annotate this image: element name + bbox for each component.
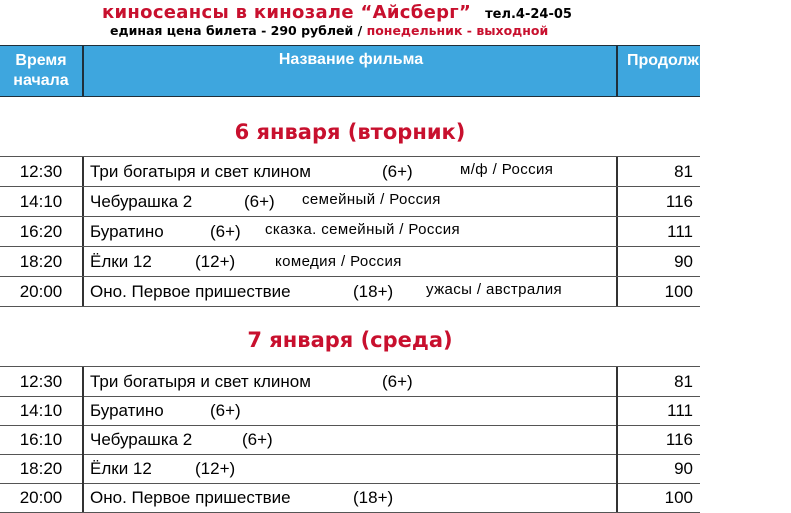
- film-title: Буратино: [90, 401, 164, 420]
- table-row: [0, 454, 700, 484]
- table-row: [0, 157, 700, 187]
- column-header-duration: Продолжительность: [616, 46, 700, 96]
- age-rating: (12+): [195, 459, 236, 478]
- film-duration: 90: [616, 454, 700, 483]
- film-genre: ужасы / австралия: [426, 281, 563, 298]
- film-genre: семейный / Россия: [302, 191, 441, 208]
- session-time: 20:00: [0, 277, 84, 306]
- film-duration: 116: [616, 187, 700, 216]
- page-title: киносеансы в кинозале “Айсберг”: [102, 2, 472, 23]
- age-rating: (18+): [353, 488, 394, 507]
- table-row: [0, 367, 700, 397]
- film-title: Буратино: [90, 222, 164, 241]
- session-time: 14:10: [0, 187, 84, 216]
- film-title: Оно. Первое пришествие: [90, 282, 291, 301]
- session-time: 12:30: [0, 157, 84, 186]
- film-genre: комедия / Россия: [275, 253, 402, 270]
- film-title: Три богатыря и свет клином: [90, 372, 311, 391]
- film-duration: 100: [616, 277, 700, 306]
- table-row: [0, 277, 700, 307]
- session-time: 16:20: [0, 217, 84, 246]
- table-row: [0, 396, 700, 426]
- table-header: [0, 45, 791, 97]
- table-row: [0, 247, 700, 277]
- phone-number: тел.4-24-05: [485, 7, 572, 22]
- film-duration: 81: [616, 157, 700, 186]
- film-title: Ёлки 12: [90, 459, 152, 478]
- age-rating: (6+): [210, 401, 241, 420]
- film-duration: 100: [616, 483, 700, 512]
- film-title: Три богатыря и свет клином: [90, 162, 311, 181]
- day-section-header: [0, 306, 700, 367]
- session-time: 14:10: [0, 396, 84, 425]
- age-rating: (6+): [382, 372, 413, 391]
- day-title: 7 января (среда): [247, 328, 453, 352]
- film-duration: 90: [616, 247, 700, 276]
- session-time: 18:20: [0, 247, 84, 276]
- day-title: 6 января (вторник): [234, 120, 466, 144]
- age-rating: (6+): [242, 430, 273, 449]
- day-section-header: [0, 96, 700, 157]
- table-row: [0, 483, 700, 513]
- table-row: [0, 425, 700, 455]
- table-row: [0, 217, 700, 247]
- film-title: Чебурашка 2: [90, 430, 193, 449]
- age-rating: (6+): [382, 162, 413, 181]
- session-time: 16:10: [0, 425, 84, 454]
- film-duration: 111: [616, 396, 700, 425]
- session-time: 20:00: [0, 483, 84, 512]
- film-title: Ёлки 12: [90, 252, 152, 271]
- ticket-price: единая цена билета - 290 рублей /: [110, 23, 363, 38]
- film-genre: м/ф / Россия: [460, 161, 554, 178]
- film-title: Оно. Первое пришествие: [90, 488, 291, 507]
- session-time: 18:20: [0, 454, 84, 483]
- age-rating: (6+): [210, 222, 241, 241]
- session-time: 12:30: [0, 367, 84, 396]
- column-header-title: Название фильма: [278, 51, 424, 68]
- closed-day-note: понедельник - выходной: [366, 23, 549, 38]
- film-duration: 111: [616, 217, 700, 246]
- age-rating: (18+): [353, 282, 394, 301]
- page-header: [0, 0, 700, 42]
- film-duration: 81: [616, 367, 700, 396]
- film-title: Чебурашка 2: [90, 192, 193, 211]
- price-line: [110, 23, 548, 38]
- film-duration: 116: [616, 425, 700, 454]
- column-header-time: Время начала: [0, 46, 84, 96]
- age-rating: (12+): [195, 252, 236, 271]
- film-genre: сказка. семейный / Россия: [265, 221, 461, 238]
- page-title-line: [102, 2, 572, 23]
- age-rating: (6+): [244, 192, 275, 211]
- table-row: [0, 187, 700, 217]
